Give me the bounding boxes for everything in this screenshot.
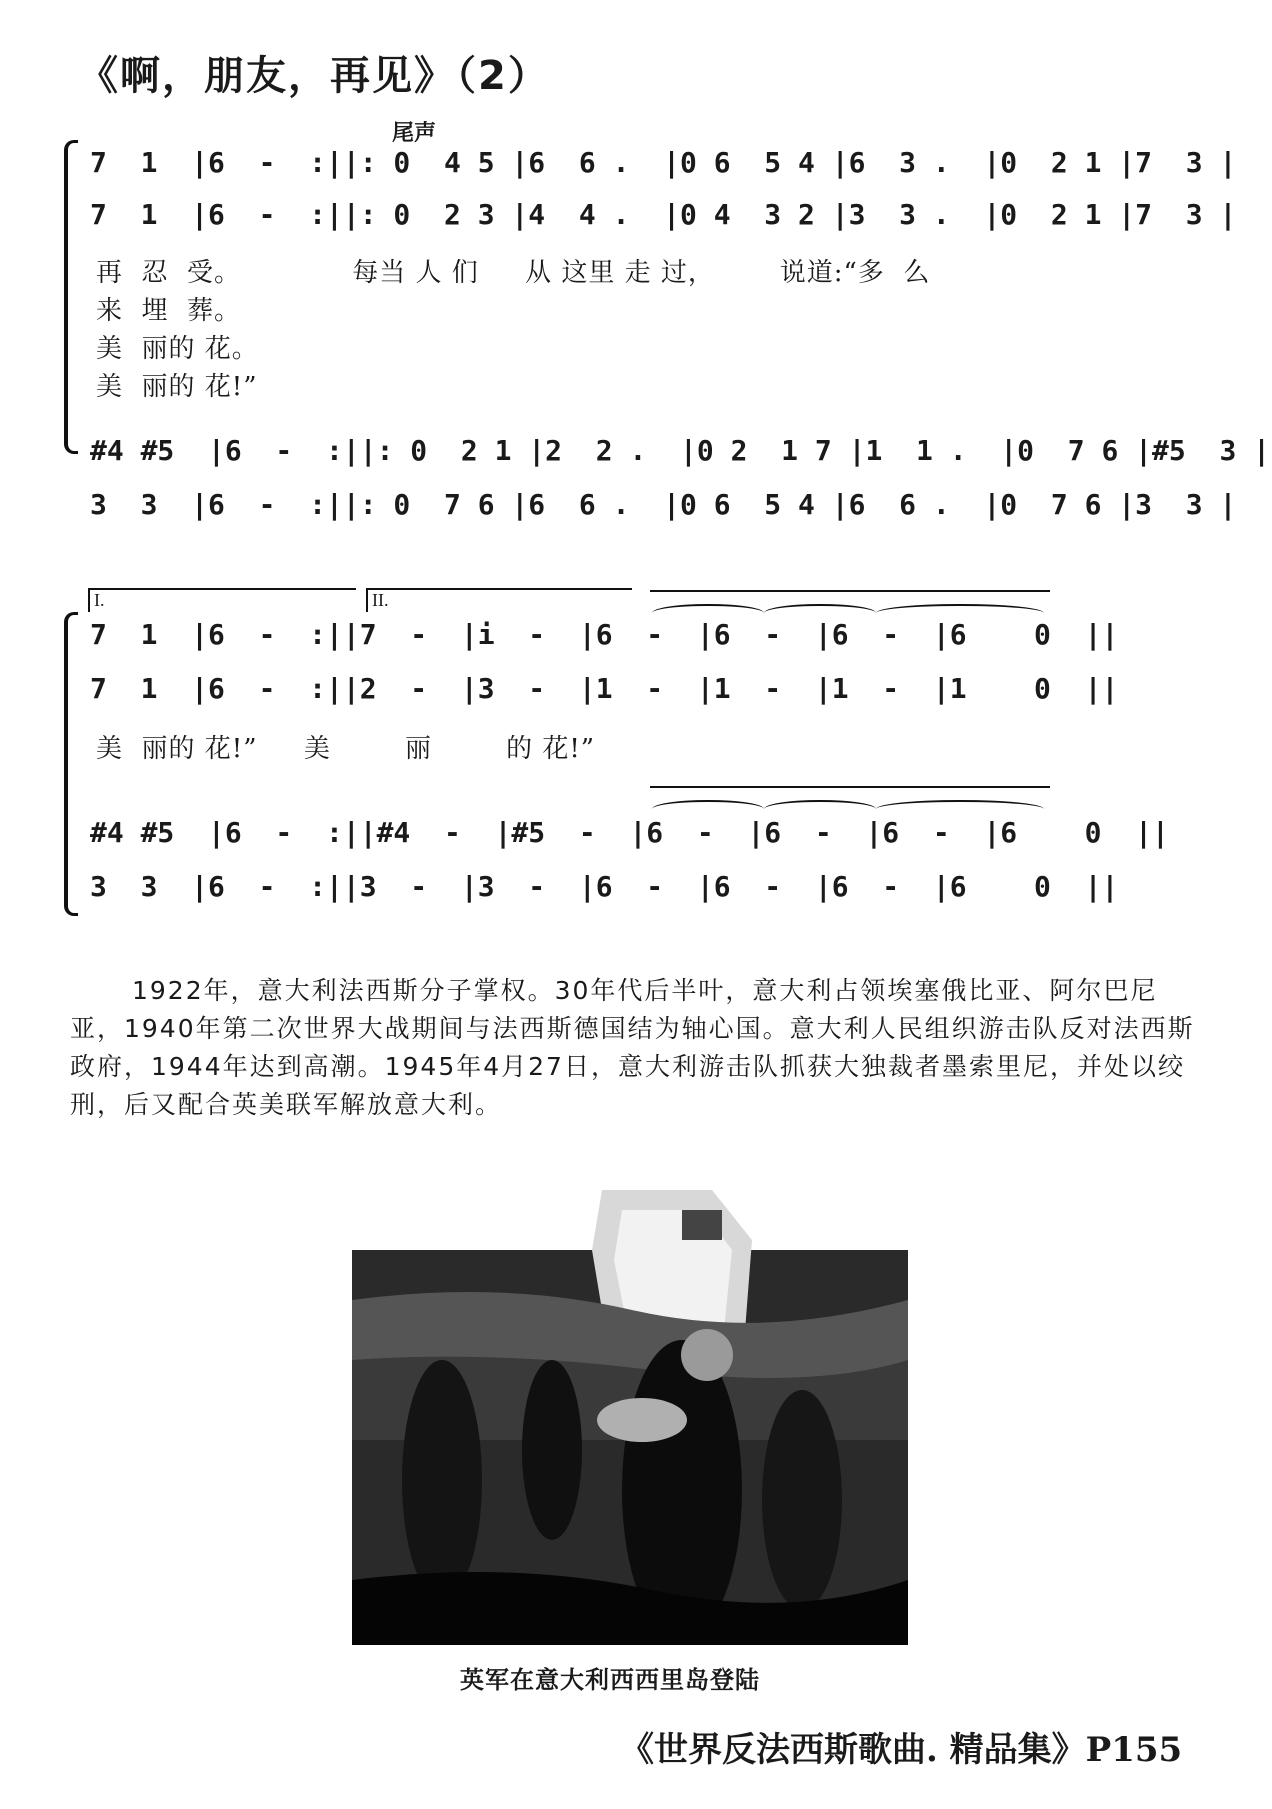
history-paragraph: 1922年，意大利法西斯分子掌权。30年代后半叶，意大利占领埃塞俄比亚、阿尔巴尼亚，1940年第二次世界大战期间与法西斯德国结为轴心国。意大利人民组织游击队反对法西斯政府，1944年达到高潮。1945年4月27日，意大利游击队抓获大独裁者墨索里尼，并处以绞刑，后又配合英美联军解放意大利。 bbox=[70, 976, 1195, 1119]
song-title: 《啊，朋友，再见》（2） bbox=[78, 53, 550, 99]
system2-lyric-line: 美 丽的 花!” 美 丽 的 花!” bbox=[96, 734, 596, 764]
system1-lyric-line-1: 再 忍 受。 每当 人 们 从 这里 走 过， 说道:“多 么 bbox=[96, 258, 931, 288]
system2-staff-row-1: 7 1 |6 - :||7 - |i - |6 - |6 - |6 - |6 0 || bbox=[90, 617, 1119, 651]
system2-staff-row-2: 7 1 |6 - :||2 - |3 - |1 - |1 - |1 - |1 0 || bbox=[90, 671, 1119, 705]
system1-lyric-line-2: 来 埋 葬。 bbox=[96, 296, 242, 326]
first-ending-bracket: I. bbox=[88, 588, 356, 612]
system1-lyric-line-4: 美 丽的 花!” bbox=[96, 372, 258, 402]
system2-lower-row-1: #4 #5 |6 - :||#4 - |#5 - |6 - |6 - |6 - |6 0 || bbox=[90, 815, 1169, 849]
system2-lower-line bbox=[650, 786, 1050, 788]
photo-caption: 英军在意大利西西里岛登陆 bbox=[460, 1666, 760, 1694]
system1-lower-row-1: #4 #5 |6 - :||: 0 2 1 |2 2 . |0 2 1 7 |1 1 . |0 7 6 |#5 3 | bbox=[90, 433, 1271, 467]
system1-brace bbox=[64, 140, 78, 454]
system1-lyric-line-3: 美 丽的 花。 bbox=[96, 334, 259, 364]
system2-upper-line bbox=[650, 590, 1050, 592]
system2-lower-row-2: 3 3 |6 - :||3 - |3 - |6 - |6 - |6 - |6 0 || bbox=[90, 869, 1119, 903]
system1-staff-row-2: 7 1 |6 - :||: 0 2 3 |4 4 . |0 4 3 2 |3 3 . |0 2 1 |7 3 | bbox=[90, 197, 1237, 231]
landing-photo-drawing bbox=[352, 1180, 908, 1645]
system2-brace bbox=[64, 612, 78, 916]
second-ending-bracket: II. bbox=[366, 588, 632, 612]
landing-photo bbox=[352, 1180, 908, 1645]
system1-staff-row-1: 7 1 |6 - :||: 0 4 5 |6 6 . |0 6 5 4 |6 3 . |0 2 1 |7 3 | bbox=[90, 145, 1237, 179]
coda-label: 尾声 bbox=[392, 120, 437, 146]
system1-lower-row-2: 3 3 |6 - :||: 0 7 6 |6 6 . |0 6 5 4 |6 6 . |0 7 6 |3 3 | bbox=[90, 487, 1237, 521]
source-note: 《世界反法西斯歌曲. 精品集》P155 bbox=[620, 1730, 1183, 1770]
